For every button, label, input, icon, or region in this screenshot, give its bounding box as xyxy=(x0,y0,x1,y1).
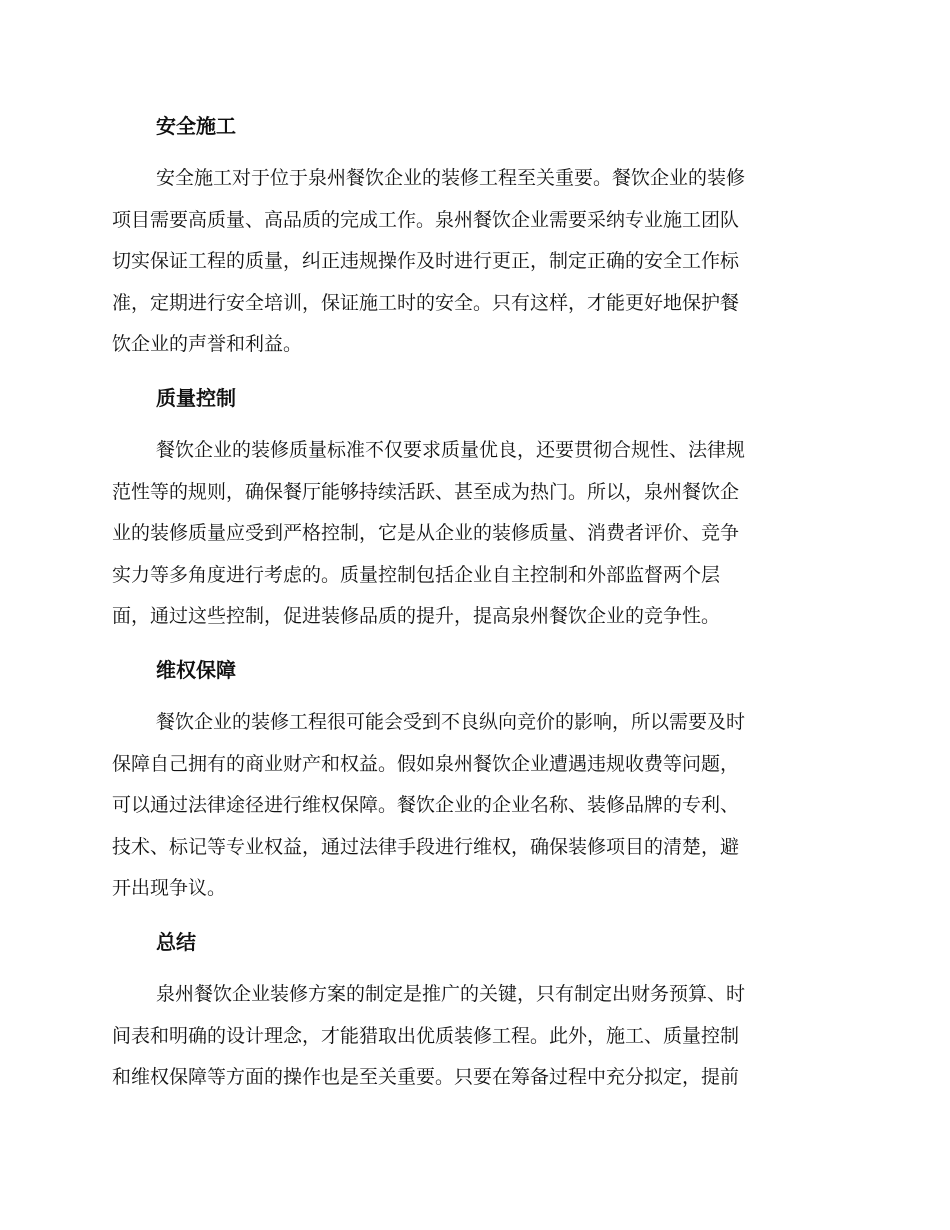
paragraph-line: 间表和明确的设计理念，才能猎取出优质装修工程。此外，施工、质量控制 xyxy=(112,1024,740,1047)
paragraph-line: 业的装修质量应受到严格控制，它是从企业的装修质量、消费者评价、竞争 xyxy=(112,522,740,545)
paragraph-line: 餐饮企业的装修工程很可能会受到不良纵向竞价的影响，所以需要及时 xyxy=(156,710,746,733)
section-quality xyxy=(112,378,830,638)
section-summary xyxy=(112,922,830,1099)
section-paragraph xyxy=(112,430,830,638)
paragraph-line: 餐饮企业的装修质量标准不仅要求质量优良，还要贯彻合规性、法律规 xyxy=(156,438,746,461)
document-page xyxy=(112,106,830,1111)
paragraph-line: 饮企业的声誉和利益。 xyxy=(112,333,303,356)
section-heading: 安全施工 xyxy=(156,114,236,138)
paragraph-line: 技术、标记等专业权益，通过法律手段进行维权，确保装修项目的清楚，避 xyxy=(112,835,740,858)
section-paragraph xyxy=(112,702,830,910)
section-safety xyxy=(112,106,830,366)
section-heading: 总结 xyxy=(156,929,196,954)
paragraph-line: 和维权保障等方面的操作也是至关重要。只要在筹备过程中充分拟定，提前 xyxy=(112,1066,740,1089)
section-heading: 质量控制 xyxy=(156,385,236,410)
section-heading: 维权保障 xyxy=(156,657,236,682)
paragraph-line: 开出现争议。 xyxy=(112,877,227,900)
section-paragraph xyxy=(112,974,830,1099)
paragraph-line: 项目需要高质量、高品质的完成工作。泉州餐饮企业需要采纳专业施工团队 xyxy=(112,208,740,231)
paragraph-line: 准，定期进行安全培训，保证施工时的安全。只有这样，才能更好地保护餐 xyxy=(112,291,740,314)
paragraph-line: 泉州餐饮企业装修方案的制定是推广的关键，只有制定出财务预算、时 xyxy=(156,982,746,1005)
paragraph-line: 可以通过法律途径进行维权保障。餐饮企业的企业名称、装修品牌的专利、 xyxy=(112,794,740,817)
paragraph-line: 保障自己拥有的商业财产和权益。假如泉州餐饮企业遭遇违规收费等问题， xyxy=(112,752,740,775)
paragraph-line: 面，通过这些控制，促进装修品质的提升，提高泉州餐饮企业的竞争性。 xyxy=(112,605,721,628)
paragraph-line: 实力等多角度进行考虑的。质量控制包括企业自主控制和外部监督两个层 xyxy=(112,563,721,586)
section-rights xyxy=(112,650,830,910)
paragraph-line: 范性等的规则，确保餐厅能够持续活跃、甚至成为热门。所以，泉州餐饮企 xyxy=(112,480,740,503)
paragraph-line: 安全施工对于位于泉州餐饮企业的装修工程至关重要。餐饮企业的装修 xyxy=(156,167,746,189)
section-paragraph xyxy=(112,158,830,366)
paragraph-line: 切实保证工程的质量，纠正违规操作及时进行更正，制定正确的安全工作标 xyxy=(112,250,740,273)
